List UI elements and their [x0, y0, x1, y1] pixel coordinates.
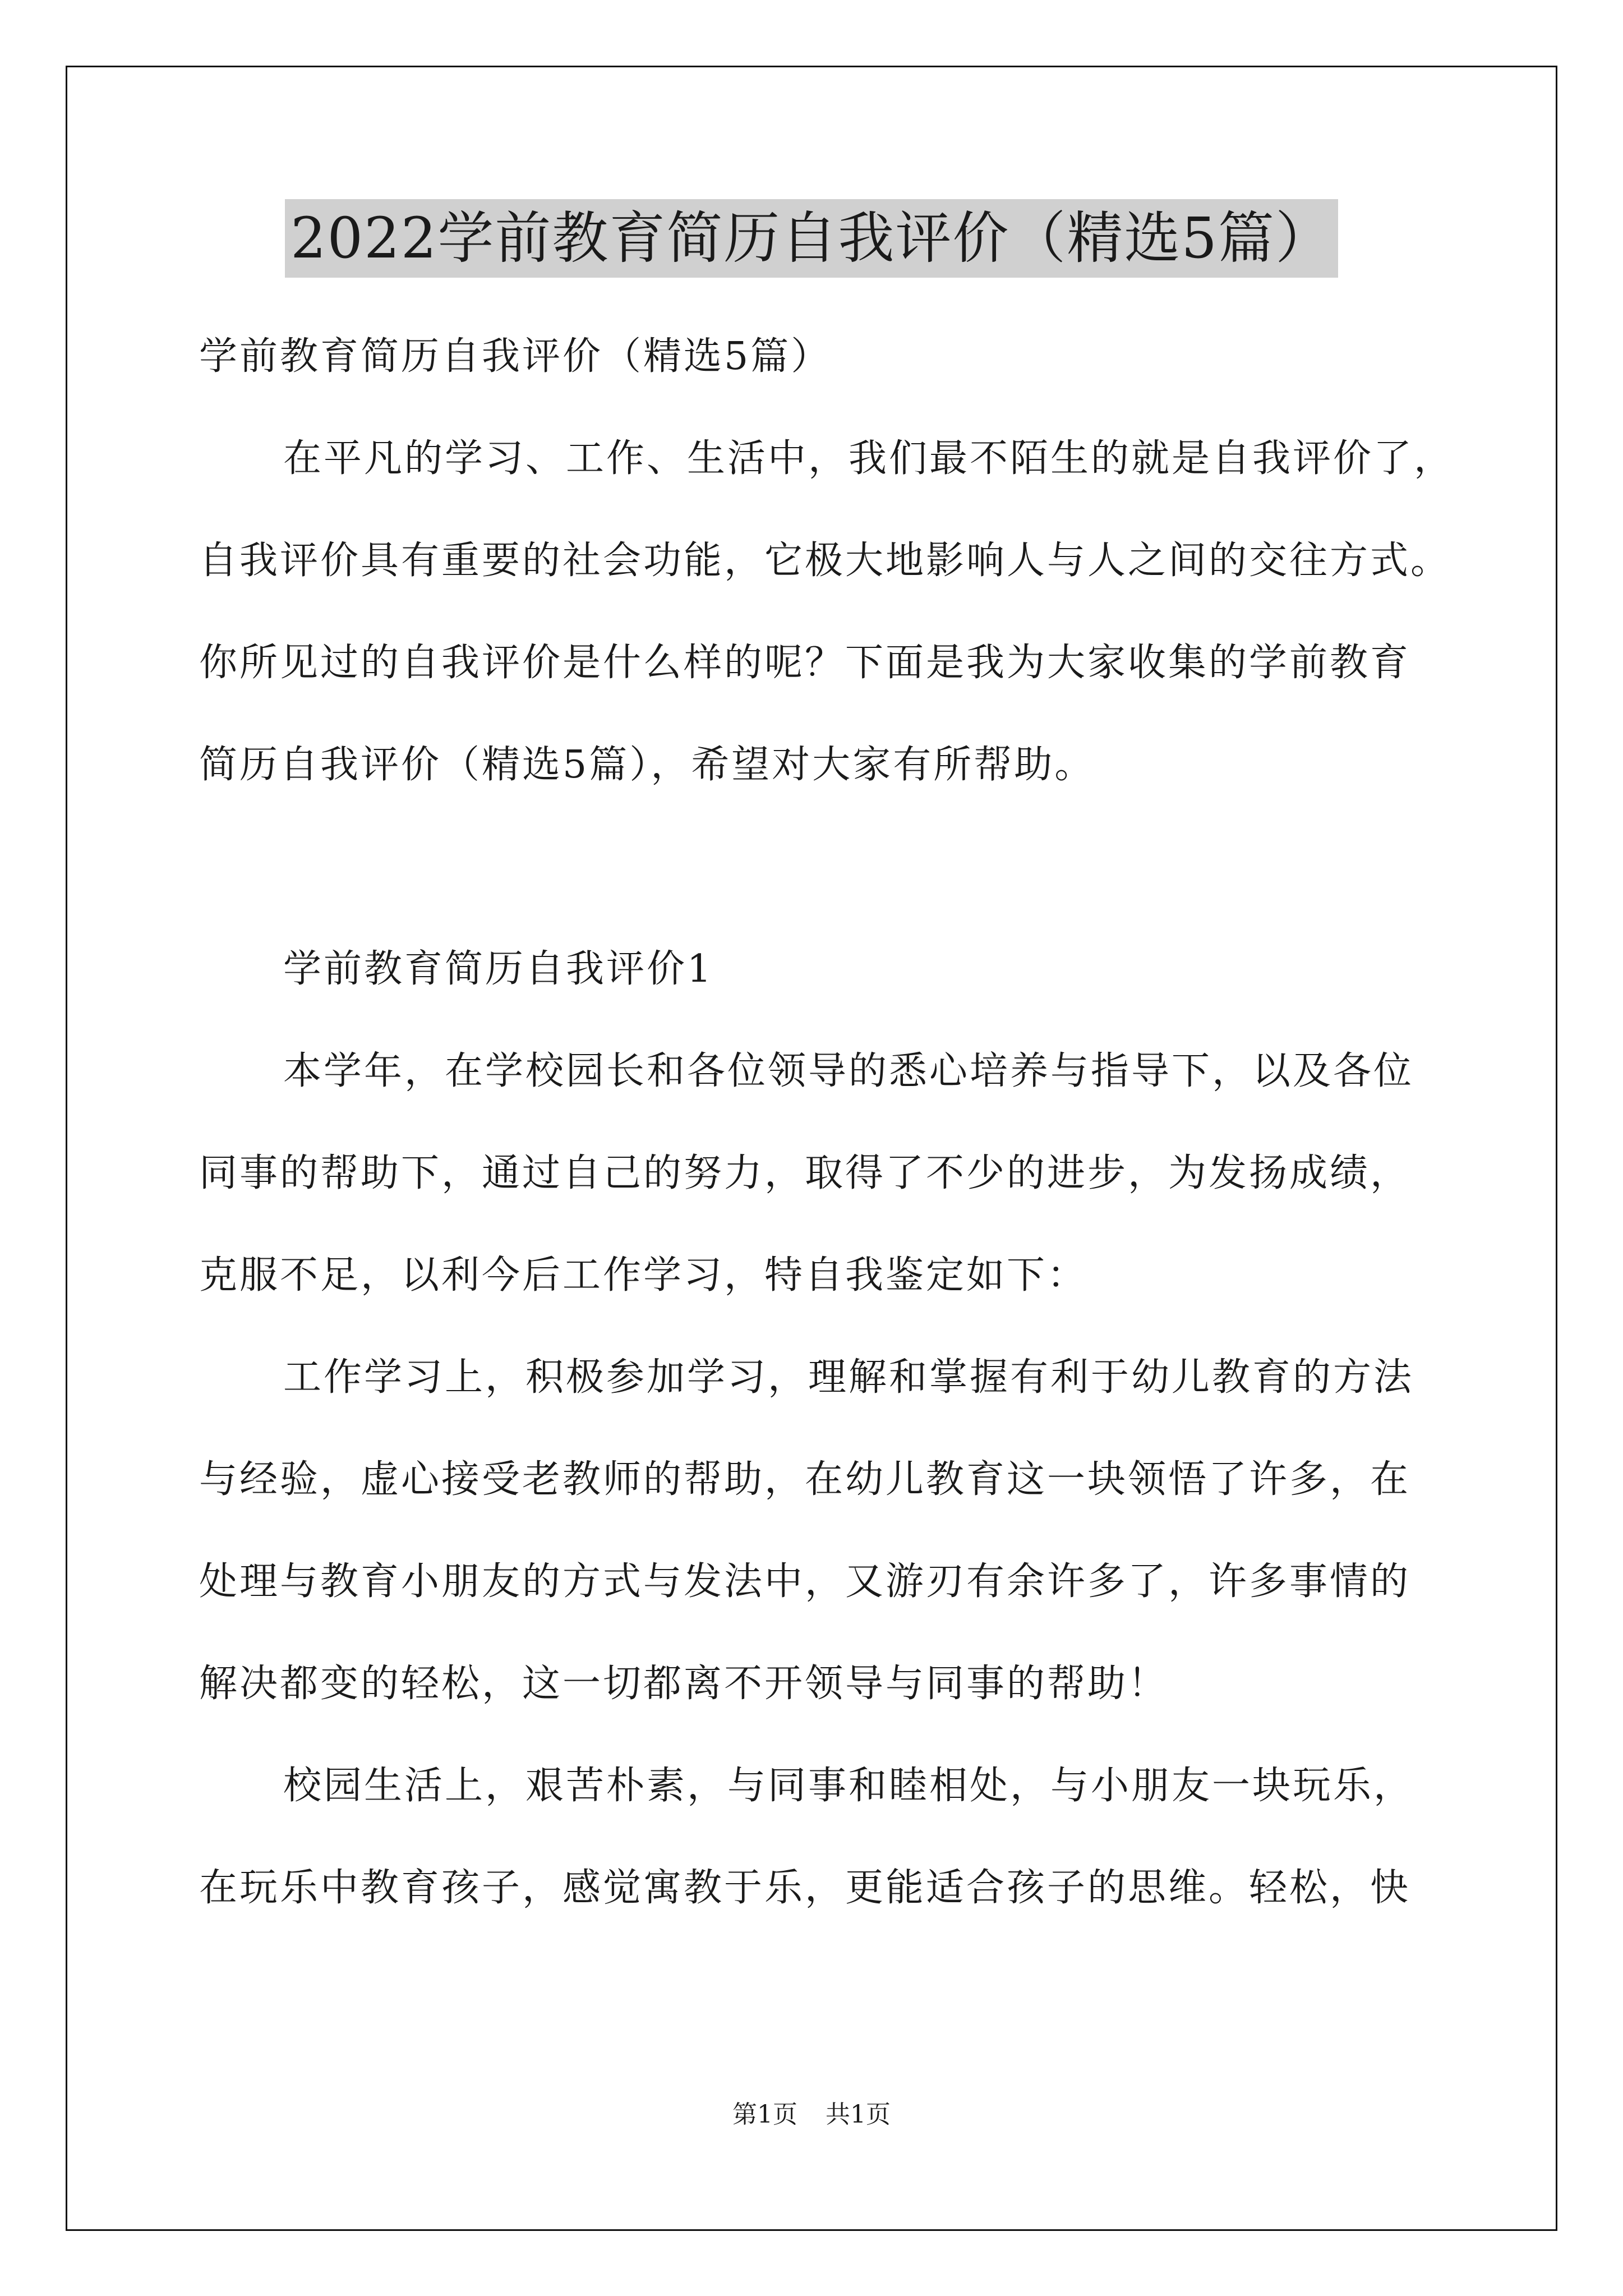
title-container: [0, 199, 1623, 278]
paragraph-line: 本学年，在学校园长和各位领导的悉心培养与指导下，以及各位: [283, 1049, 1414, 1093]
section-heading: 学前教育简历自我评价1: [283, 947, 714, 991]
subtitle-line: 学前教育简历自我评价（精选5篇）: [199, 334, 832, 379]
paragraph-line: 在玩乐中教育孩子，感觉寓教于乐，更能适合孩子的思维。轻松，快: [199, 1866, 1411, 1910]
document-title: 2022学前教育简历自我评价（精选5篇）: [285, 199, 1338, 278]
paragraph-line: 在平凡的学习、工作、生活中，我们最不陌生的就是自我评价了，: [283, 436, 1455, 481]
paragraph-line: 你所见过的自我评价是什么样的呢？下面是我为大家收集的学前教育: [199, 641, 1411, 685]
paragraph-line: 处理与教育小朋友的方式与发法中，又游刃有余许多了，许多事情的: [199, 1559, 1411, 1604]
paragraph-line: 同事的帮助下，通过自己的努力，取得了不少的进步，为发扬成绩，: [199, 1151, 1411, 1195]
blank-line: [199, 816, 1433, 918]
paragraph-line: 简历自我评价（精选5篇），希望对大家有所帮助。: [199, 743, 1095, 787]
paragraph-line: 与经验，虚心接受老教师的帮助，在幼儿教育这一块领悟了许多，在: [199, 1457, 1411, 1502]
document-body: [199, 306, 1455, 1939]
paragraph-line: 克服不足，以利今后工作学习，特自我鉴定如下：: [199, 1253, 1088, 1297]
paragraph-line: 校园生活上，艰苦朴素，与同事和睦相处，与小朋友一块玩乐，: [283, 1764, 1414, 1808]
paragraph-line: 解决都变的轻松，这一切都离不开领导与同事的帮助！: [199, 1662, 1169, 1706]
page-count: 共1页: [826, 2100, 891, 2129]
page-footer: [0, 2098, 1623, 2132]
paragraph-line: 工作学习上，积极参加学习，理解和掌握有利于幼儿教育的方法: [283, 1355, 1414, 1400]
page-number: 第1页: [732, 2100, 797, 2129]
paragraph-line: 自我评价具有重要的社会功能，它极大地影响人与人之间的交往方式。: [199, 539, 1451, 583]
